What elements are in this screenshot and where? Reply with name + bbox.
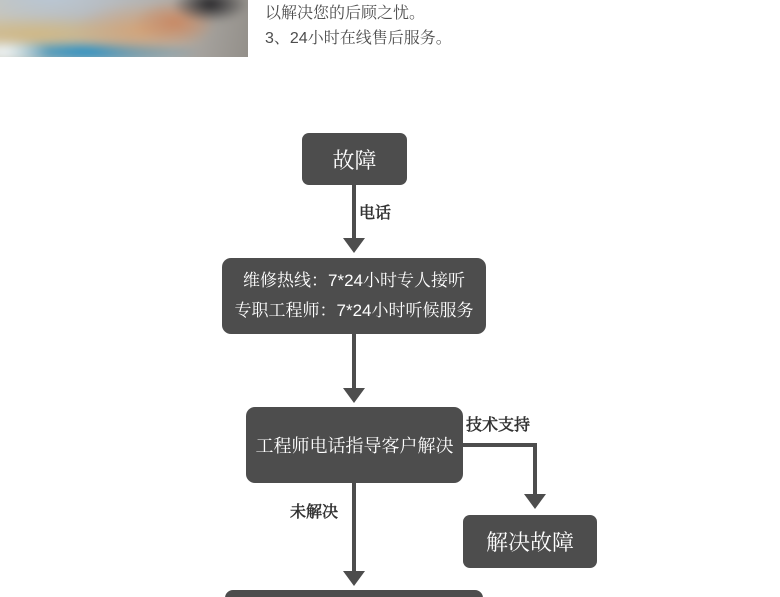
edge-phone-label: 电话 [359, 205, 392, 222]
edge-tech-support-label: 技术支持 [466, 417, 531, 434]
flow-node-fault: 故障 [302, 133, 407, 185]
hotline-line-1: 维修热线：7*24小时专人接听 [243, 271, 465, 290]
edge-unresolved-label: 未解决 [290, 504, 339, 521]
edge-phone-arrowhead-icon [343, 238, 365, 253]
intro-text [265, 1, 452, 51]
intro-line-2: 3、24小时在线售后服务。 [265, 30, 452, 47]
edge-unresolved-arrowhead-icon [343, 571, 365, 586]
edge-tech-support-vline [533, 443, 537, 494]
edge-hotline-guide-arrowhead-icon [343, 388, 365, 403]
flow-node-resolved: 解决故障 [463, 515, 597, 568]
edge-tech-support-arrowhead-icon [524, 494, 546, 509]
hotline-line-2: 专职工程师：7*24小时听候服务 [234, 301, 474, 320]
edge-tech-support-hline [461, 443, 537, 447]
flow-node-next-partial [225, 590, 483, 597]
intro-line-1: 以解决您的后顾之忧。 [265, 5, 426, 22]
edge-unresolved-line [352, 483, 356, 571]
edge-hotline-guide-line [352, 334, 356, 388]
handshake-photo-blur [0, 0, 248, 57]
flow-node-guide: 工程师电话指导客户解决 [246, 407, 463, 483]
flow-node-hotline [222, 258, 486, 334]
edge-phone-line [352, 185, 356, 238]
handshake-photo [0, 0, 248, 57]
